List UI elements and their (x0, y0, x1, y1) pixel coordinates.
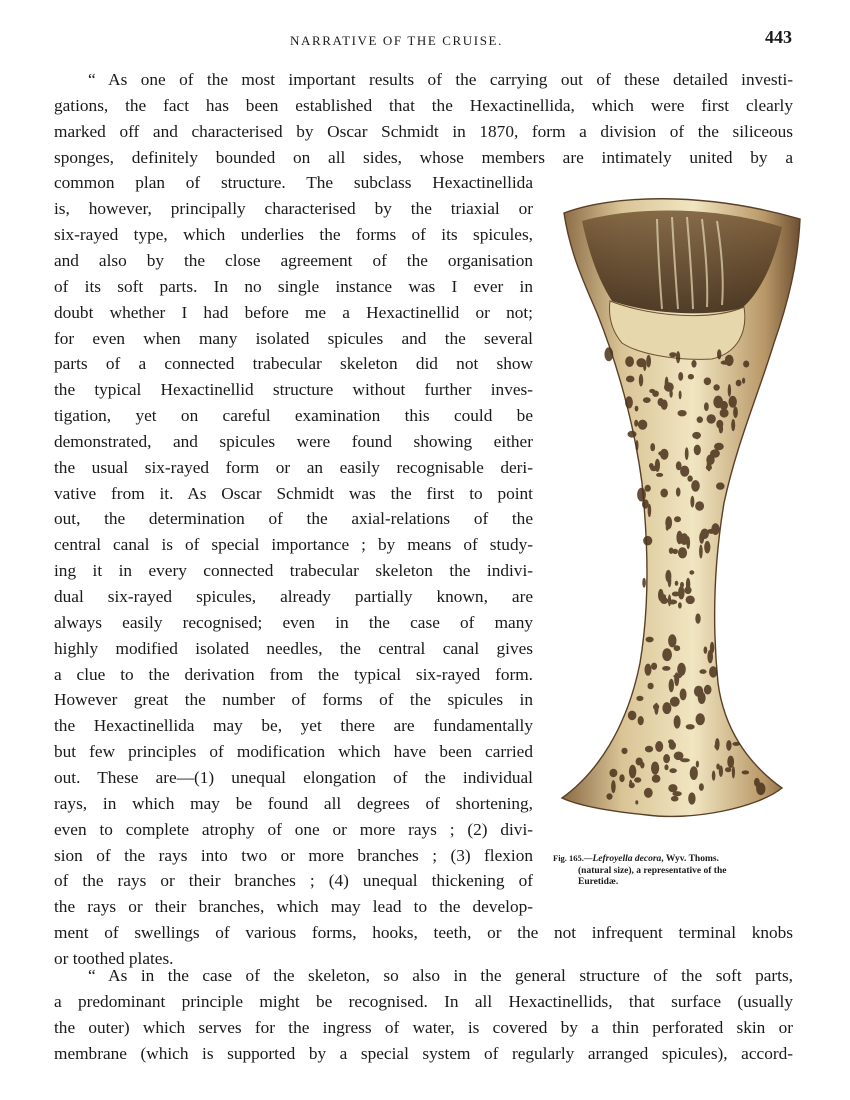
sponge-illustration (552, 183, 812, 828)
sponge-pore (676, 487, 681, 496)
sponge-pore (695, 501, 704, 511)
sponge-pore (728, 384, 731, 397)
sponge-pore (720, 409, 729, 418)
sponge-pore (625, 396, 633, 408)
sponge-pore (628, 431, 637, 438)
text-line: “ As in the case of the skeleton, so also in the general structure of the soft parts, (88, 966, 793, 985)
sponge-pore (694, 445, 701, 456)
sponge-pore (634, 420, 638, 427)
sponge-pore (713, 384, 719, 390)
sponge-pore (669, 679, 674, 692)
sponge-pore (712, 771, 716, 781)
sponge-pore (680, 582, 684, 588)
sponge-pore (686, 578, 690, 591)
sponge-pore (662, 702, 671, 714)
sponge-pore (719, 424, 723, 433)
text-line: the typical Hexactinellid structure without further inves- (54, 380, 533, 400)
sponge-pore (688, 792, 695, 804)
sponge-pore (706, 465, 712, 471)
sponge-pore (669, 352, 676, 357)
sponge-pore (639, 374, 643, 387)
sponge-pore (664, 764, 668, 770)
running-title: NARRATIVE OF THE CRUISE. (290, 33, 503, 48)
sponge-pore (662, 648, 672, 661)
sponge-pore (668, 634, 676, 647)
sponge-pore (704, 377, 711, 385)
text-line: sponges, definitely bounded on all sides, whose members are intimately united by a (54, 147, 793, 167)
text-line: even to complete atrophy of one or more rays ; (2) divi- (54, 819, 533, 839)
figure-caption (553, 853, 797, 889)
text-line: of its soft parts. In no single instance was I ever in (54, 276, 533, 296)
sponge-pore (674, 752, 684, 761)
sponge-pore (695, 613, 700, 623)
text-line: the usual six-rayed form or an easily recognisable deri- (54, 457, 533, 477)
sponge-pore (680, 689, 687, 701)
sponge-pore (689, 570, 694, 574)
text-line: the outer) which serves for the ingress of water, is covered by a thin perforated skin or (54, 1017, 793, 1037)
sponge-pore (670, 697, 680, 707)
sponge-pore (698, 692, 706, 704)
text-line: the Hexactinellida may be, yet there are fundamentally (54, 716, 533, 736)
text-line: dual six-rayed spicules, already partially known, are (54, 587, 533, 606)
sponge-pore (725, 355, 734, 366)
sponge-pore (690, 496, 694, 508)
sponge-pore (742, 378, 745, 384)
sponge-pore (685, 447, 689, 460)
figure-lefroyella-decora (552, 183, 812, 828)
sponge-pore (679, 391, 682, 400)
sponge-pore (691, 480, 700, 492)
sponge-pore (687, 475, 692, 481)
sponge-pore (652, 775, 661, 783)
sponge-pore (646, 637, 654, 643)
sponge-pore (628, 711, 637, 721)
sponge-pore (645, 485, 651, 492)
sponge-pore (643, 397, 651, 403)
sponge-pore (660, 489, 668, 498)
sponge-pore (709, 666, 717, 677)
sponge-pore (648, 683, 654, 690)
text-line: but few principles of modification which have been carried (54, 742, 533, 762)
sponge-pore (701, 529, 709, 540)
sponge-pore (713, 396, 723, 409)
sponge-pore (661, 400, 668, 410)
sponge-pore (707, 650, 713, 664)
text-line: vative from it. As Oscar Schmidt was the first to point (54, 483, 533, 503)
text-line: central canal is of special importance ; by means of study- (54, 535, 533, 555)
sponge-pore (663, 754, 670, 763)
caption-line-2: (natural size), a representative of the (578, 865, 727, 876)
text-line: doubt whether I had before me a Hexactinellid or not; (54, 302, 533, 322)
text-line: tigation, yet on careful examination this could be (54, 406, 533, 426)
sponge-pore (638, 716, 644, 725)
sponge-pore (660, 449, 668, 460)
text-line: the rays or their branches, which may lead to the develop- (54, 897, 533, 917)
sponge-pore (736, 380, 742, 387)
sponge-pore (651, 663, 657, 670)
text-line: “ As one of the most important results of the carrying out of these detailed investi- (88, 70, 793, 89)
text-line: always easily recognised; even in the case of many (54, 612, 533, 632)
sponge-pore (729, 396, 737, 408)
caption-author: , Wyv. Thoms. (661, 854, 719, 864)
sponge-pore (626, 376, 635, 383)
sponge-pore (678, 602, 682, 608)
sponge-pore (658, 589, 664, 601)
sponge-pore (643, 536, 652, 546)
sponge-pore (643, 360, 646, 371)
sponge-pore (665, 377, 669, 390)
sponge-pore (668, 594, 671, 606)
sponge-pore (732, 742, 740, 746)
sponge-pore (696, 761, 699, 768)
sponge-pore (635, 406, 639, 412)
text-line: a clue to the derivation from the typical six-rayed form. (54, 664, 533, 684)
text-line: common plan of structure. The subclass Hexactinellida (54, 173, 533, 193)
sponge-pore (727, 756, 734, 768)
sponge-pore (714, 744, 719, 749)
sponge-pore (642, 578, 646, 588)
text-line: of the rays or their branches ; (4) unequal thickening of (54, 871, 533, 891)
sponge-pore (645, 746, 653, 753)
sponge-pore (710, 449, 720, 458)
sponge-pore (674, 715, 681, 728)
caption-line-3: Euretidæ. (578, 877, 619, 887)
sponge-pore (655, 741, 663, 752)
sponge-pore (619, 774, 624, 782)
text-line: marked off and characterised by Oscar Schmidt in 1870, form a division of the siliceous (54, 121, 793, 141)
sponge-pore (680, 466, 689, 477)
sponge-pore (645, 664, 652, 676)
sponge-pore (662, 666, 670, 671)
sponge-pore (646, 355, 651, 368)
page-header (0, 27, 850, 49)
sponge-pore (650, 443, 655, 451)
sponge-pore (676, 531, 682, 544)
sponge-pore (677, 663, 686, 676)
sponge-pore (704, 685, 712, 695)
text-line: and also by the close agreement of the organisation (54, 250, 533, 270)
sponge-pore (704, 646, 708, 653)
sponge-pore (650, 466, 657, 471)
text-line: ing it in every connected trabecular skeleton the indivi- (54, 561, 533, 581)
sponge-pore (696, 433, 699, 439)
sponge-pore (707, 414, 716, 423)
sponge-pore (621, 748, 627, 754)
sponge-pore (699, 783, 704, 791)
sponge-pore (629, 765, 636, 779)
sponge-pore (697, 416, 703, 423)
sponge-pore (672, 592, 680, 597)
sponge-pore (678, 547, 687, 558)
sponge-pore (714, 443, 724, 451)
sponge-pore (676, 351, 680, 363)
sponge-pore (649, 389, 655, 393)
sponge-pore (673, 674, 682, 678)
sponge-pore (704, 541, 710, 554)
text-line: highly modified isolated needles, the central canal gives (54, 638, 533, 658)
sponge-pore (691, 360, 696, 368)
sponge-pore (604, 347, 613, 361)
sponge-pore (719, 765, 723, 777)
sponge-pore (672, 791, 681, 796)
text-line: is, however, principally characterised by the triaxial or (54, 199, 533, 219)
text-line: gations, the fact has been established that the Hexactinellida, which were first clearly (54, 95, 793, 115)
sponge-pore (688, 374, 694, 380)
sponge-pore (669, 768, 677, 773)
text-line: demonstrated, and spicules were found showing either (54, 431, 533, 451)
sponge-pore (653, 704, 659, 710)
sponge-pore (686, 596, 695, 605)
sponge-pore (636, 696, 643, 701)
sponge-pore (743, 361, 749, 368)
text-line: parts of a connected trabecular skeleton did not show (54, 354, 533, 374)
sponge-pore (732, 766, 735, 778)
sponge-pore (699, 545, 703, 559)
sponge-pore (634, 777, 641, 782)
sponge-pore (707, 529, 716, 534)
text-line: membrane (which is supported by a special system of regularly arranged spicules), accord- (54, 1043, 793, 1063)
sponge-pore (656, 473, 663, 477)
sponge-pore (686, 724, 695, 729)
text-line: a predominant principle might be recognised. In all Hexactinellids, that surface (usually (54, 991, 793, 1011)
sponge-pore (638, 420, 647, 430)
sponge-pore (606, 793, 612, 799)
text-line: sion of the rays into two or more branches ; (3) flexion (54, 845, 533, 865)
caption-label: Fig. 165.— (553, 853, 593, 863)
sponge-pore (716, 482, 725, 489)
sponge-pore (742, 770, 750, 774)
sponge-pore (733, 407, 738, 419)
sponge-pore (611, 780, 616, 793)
sponge-pore (671, 796, 679, 802)
sponge-pore (674, 516, 681, 522)
sponge-pore (717, 349, 721, 359)
sponge-pore (754, 778, 760, 787)
text-line: out. These are—(1) unequal elongation of the individual (54, 767, 533, 787)
sponge-pore (629, 782, 635, 788)
sponge-pore (625, 356, 634, 367)
text-line: ment of swellings of various forms, hooks, teeth, or the not infrequent terminal knobs (54, 923, 793, 943)
sponge-pore (668, 784, 677, 792)
text-line: for even when many isolated spicules and the several (54, 328, 533, 348)
sponge-pore (636, 440, 639, 451)
sponge-pore (640, 762, 644, 769)
sponge-pore (678, 410, 687, 416)
text-line: out, the determination of the axial-relations of the (54, 509, 533, 529)
caption-species: Lefroyella decora (592, 854, 662, 864)
text-line: six-rayed type, which underlies the forms of its spicules, (54, 225, 533, 245)
sponge-pore (635, 800, 638, 804)
sponge-pore (726, 740, 731, 751)
sponge-pore (668, 739, 674, 744)
sponge-pore (704, 402, 709, 411)
sponge-pore (678, 372, 683, 381)
text-line: or toothed plates. (54, 948, 174, 968)
text-line: rays, in which may be found all degrees of shortening, (54, 793, 533, 813)
sponge-pore (609, 769, 617, 777)
sponge-pore (731, 419, 735, 431)
sponge-pore (699, 669, 706, 674)
text-line: However great the number of forms of the spicules in (54, 690, 533, 710)
page-number: 443 (765, 27, 792, 47)
sponge-pore (690, 766, 698, 780)
sponge-pore (665, 570, 671, 582)
sponge-pore (696, 713, 705, 725)
sponge-pore (672, 549, 678, 554)
sponge-pore (725, 767, 731, 772)
sponge-pore (651, 762, 659, 775)
sponge-pore (675, 581, 679, 586)
sponge-pore (644, 788, 653, 798)
sponge-pore (637, 488, 646, 502)
sponge-pore (666, 525, 669, 531)
